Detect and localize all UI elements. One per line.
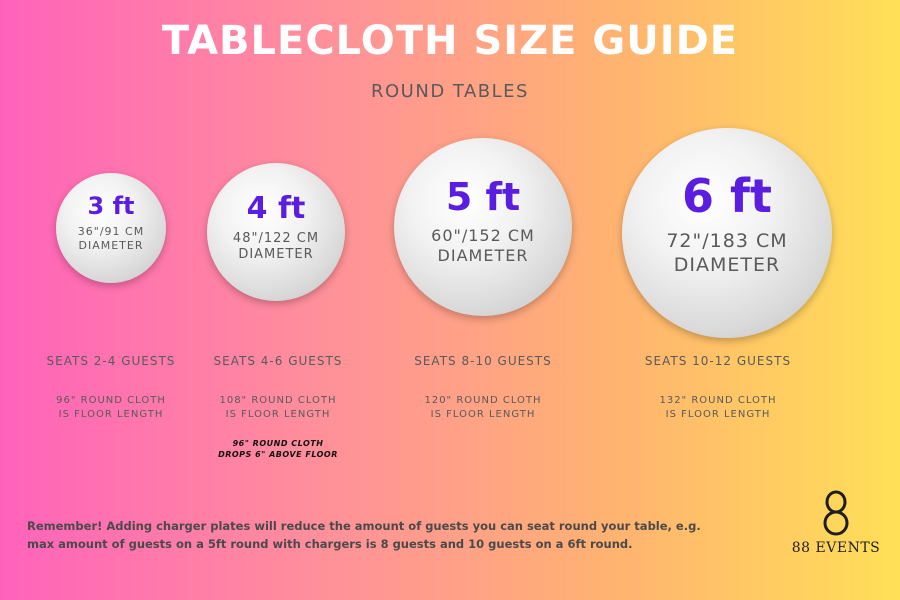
cloth-length: IS FLOOR LENGTH bbox=[430, 408, 536, 420]
cloth-info-5ft bbox=[383, 394, 583, 421]
page-title: TABLECLOTH SIZE GUIDE bbox=[161, 18, 739, 64]
brand-logo bbox=[786, 490, 886, 570]
seats-label-4ft: SEATS 4-6 GUESTS bbox=[213, 354, 343, 368]
note-line: 96" ROUND CLOTH bbox=[232, 439, 324, 448]
table-circle-5ft bbox=[394, 138, 572, 316]
table-diameter-label bbox=[431, 226, 535, 266]
reminder-line: Remember! Adding charger plates will reduce the amount of guests you can seat round your table, e.g. bbox=[27, 519, 701, 533]
diameter-word: DIAMETER bbox=[437, 245, 529, 265]
page-subtitle: ROUND TABLES bbox=[371, 81, 529, 102]
table-size-label: 6 ft bbox=[681, 169, 773, 224]
seats-label-6ft: SEATS 10-12 GUESTS bbox=[644, 354, 792, 368]
diameter-value: 36"/91 CM bbox=[77, 224, 145, 238]
cloth-note-4ft bbox=[178, 438, 378, 460]
diameter-value: 72"/183 CM bbox=[666, 230, 788, 253]
cloth-size: 132" ROUND CLOTH bbox=[659, 395, 777, 406]
logo-text: 88 EVENTS bbox=[791, 540, 881, 556]
seats-label-3ft: SEATS 2-4 GUESTS bbox=[46, 354, 176, 368]
reminder-text bbox=[27, 518, 727, 554]
note-line: DROPS 6" ABOVE FLOOR bbox=[218, 450, 338, 460]
diameter-word: DIAMETER bbox=[673, 254, 781, 277]
cloth-size: 96" ROUND CLOTH bbox=[56, 395, 166, 406]
infinity-8-icon bbox=[820, 490, 852, 536]
cloth-length: IS FLOOR LENGTH bbox=[58, 408, 164, 420]
diameter-value: 48"/122 CM bbox=[232, 230, 320, 246]
table-size-label: 4 ft bbox=[246, 191, 306, 226]
table-circle-6ft bbox=[622, 128, 832, 338]
table-diameter-label bbox=[233, 231, 319, 264]
cloth-length: IS FLOOR LENGTH bbox=[665, 408, 771, 420]
table-circle-3ft bbox=[56, 173, 166, 283]
table-diameter-label bbox=[666, 230, 787, 278]
diameter-word: DIAMETER bbox=[238, 246, 314, 262]
table-size-label: 3 ft bbox=[87, 191, 135, 220]
cloth-info-4ft bbox=[178, 394, 378, 421]
diameter-word: DIAMETER bbox=[78, 238, 144, 252]
cloth-size: 108" ROUND CLOTH bbox=[219, 395, 337, 406]
table-size-label: 5 ft bbox=[445, 175, 521, 220]
cloth-size: 120" ROUND CLOTH bbox=[424, 395, 542, 406]
reminder-line: max amount of guests on a 5ft round with chargers is 8 guests and 10 guests on a 6ft round. bbox=[27, 536, 633, 551]
diameter-value: 60"/152 CM bbox=[431, 225, 535, 245]
cloth-length: IS FLOOR LENGTH bbox=[225, 408, 331, 420]
cloth-info-6ft bbox=[618, 394, 818, 421]
seats-label-5ft: SEATS 8-10 GUESTS bbox=[414, 354, 552, 368]
table-diameter-label bbox=[78, 225, 144, 253]
table-circle-4ft bbox=[207, 163, 345, 301]
